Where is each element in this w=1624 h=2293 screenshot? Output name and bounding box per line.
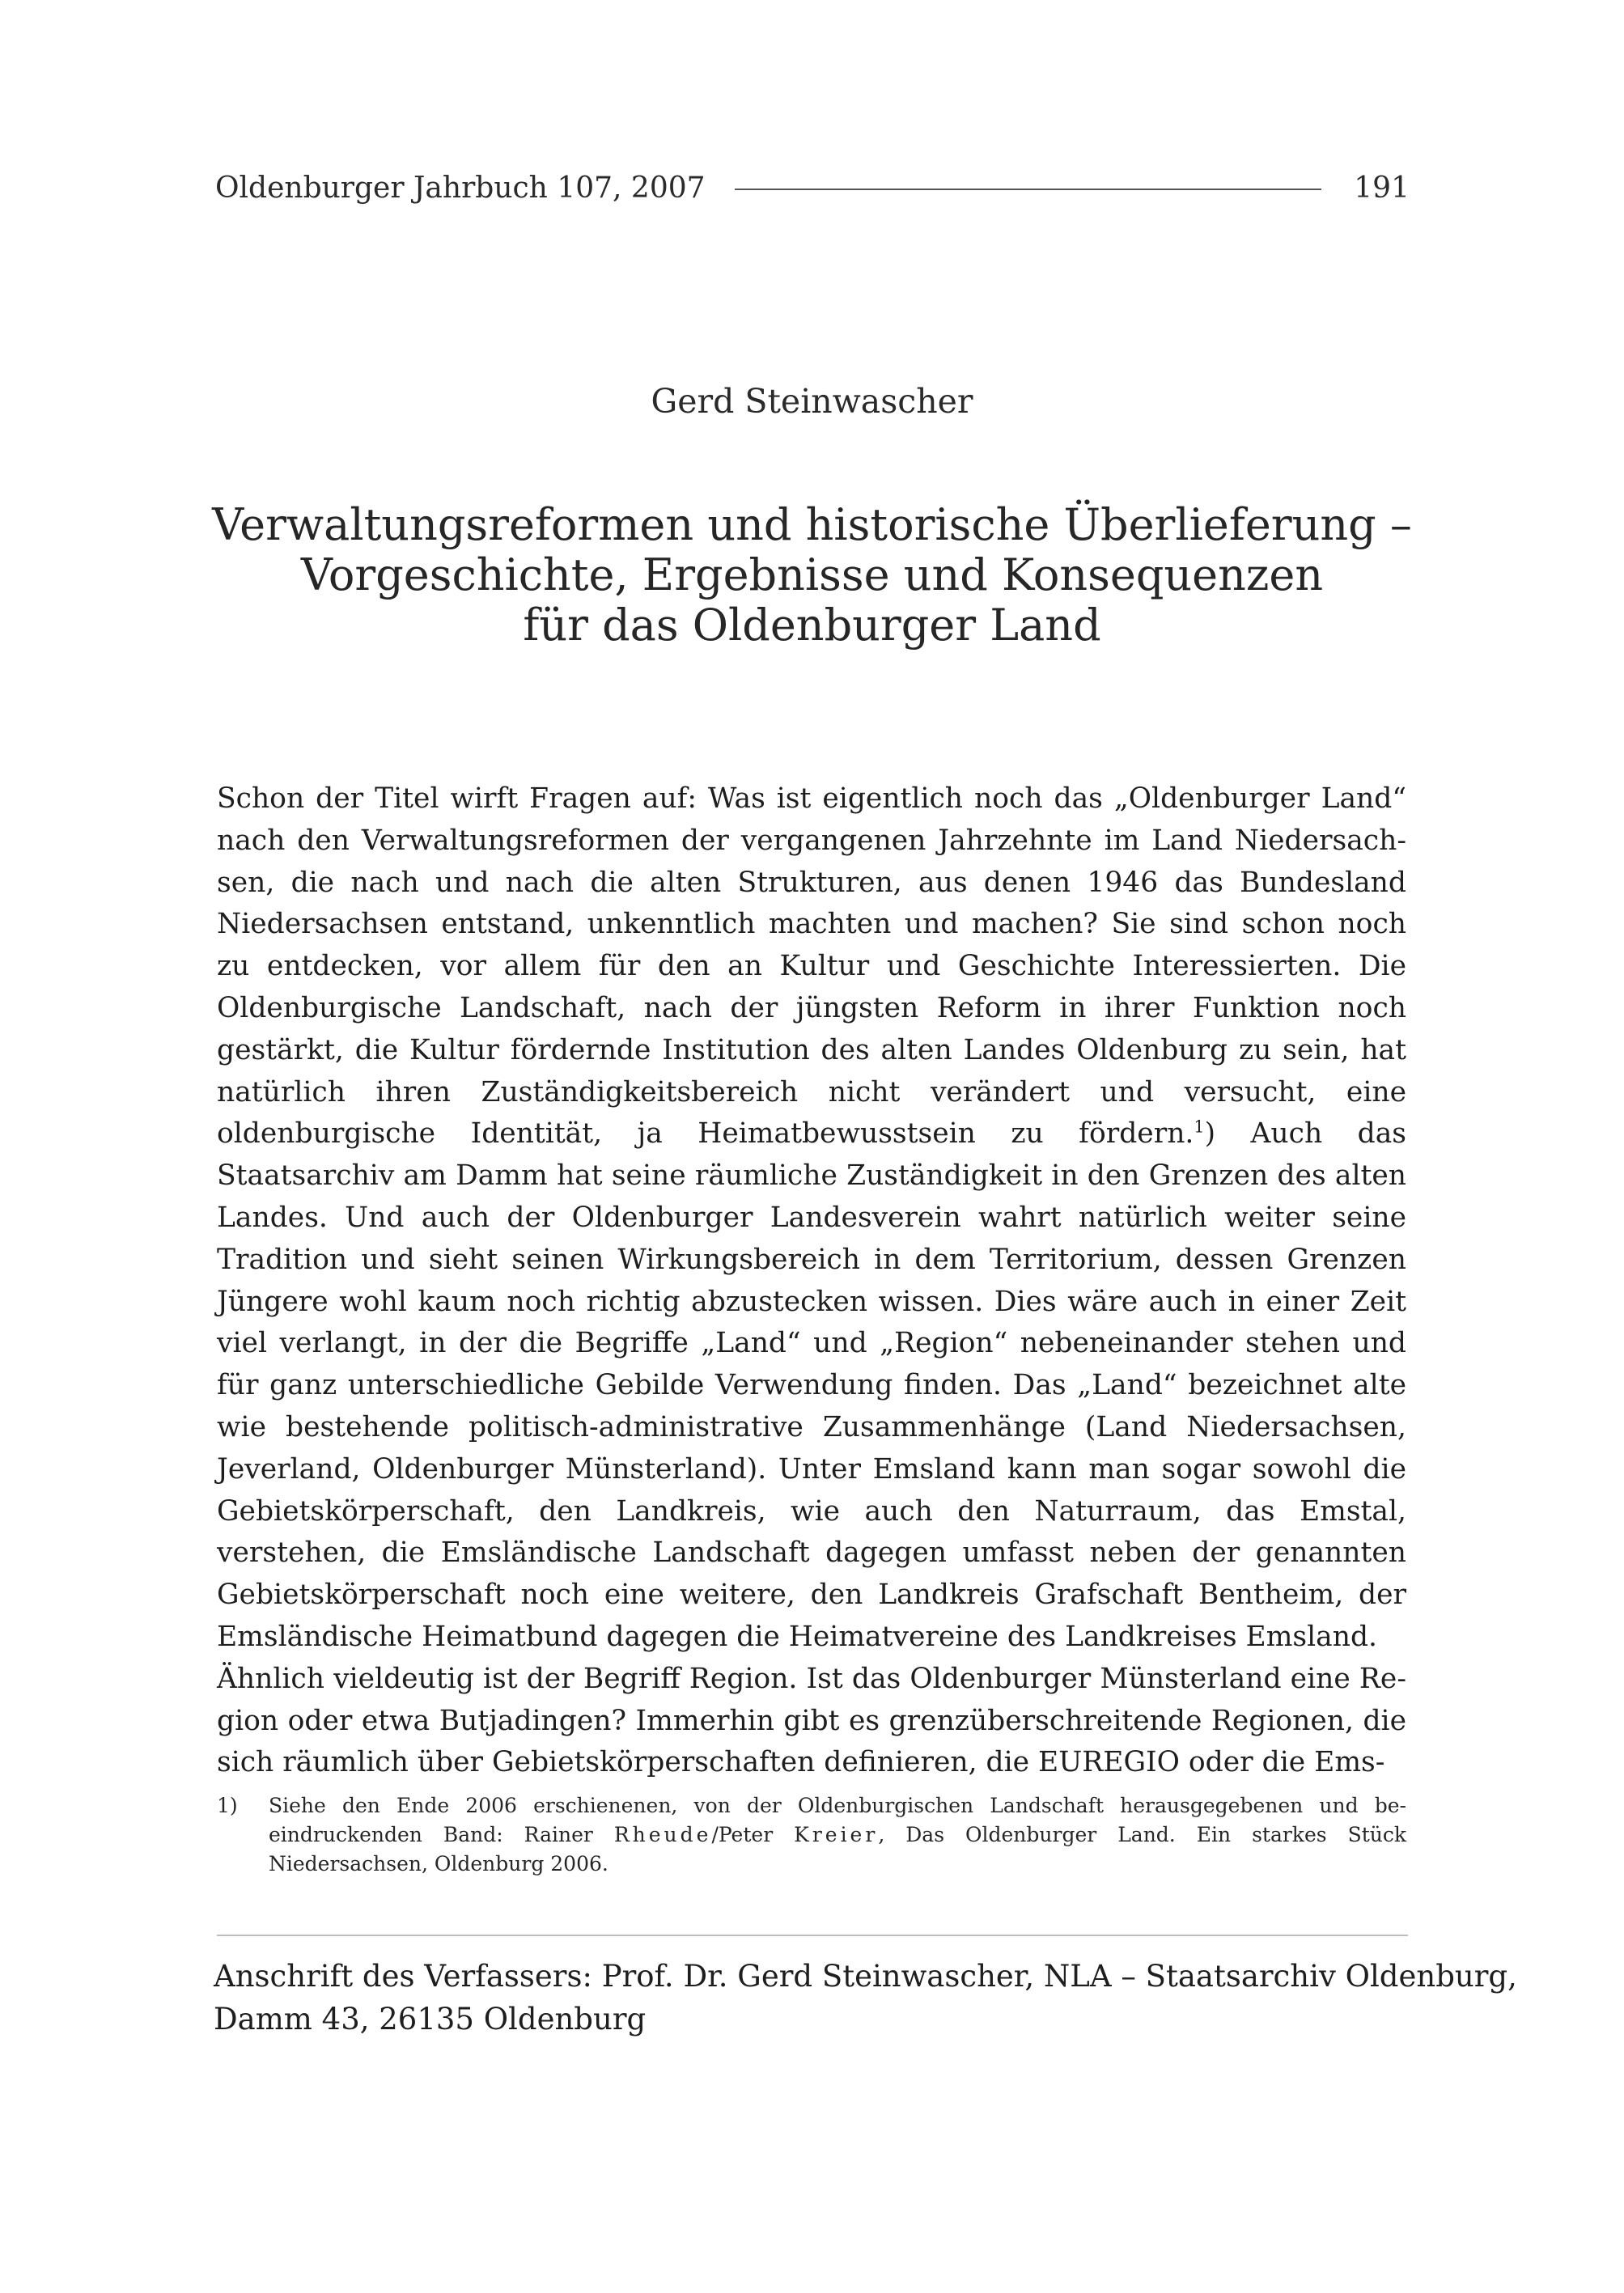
footnote-author-1: Rheude <box>613 1823 712 1846</box>
author-address <box>214 1955 1517 2041</box>
paragraph-1 <box>217 778 1406 1659</box>
footnote-slash: /Peter <box>711 1823 795 1846</box>
page-number: 191 <box>1354 171 1410 205</box>
footnote-text-part-2: , Das Oldenburger Land. Ein starkes Stück Niedersachsen, Oldenburg 2006. <box>269 1823 1406 1876</box>
running-head <box>215 167 1410 209</box>
journal-title: Oldenburger Jahrbuch 107, 2007 <box>215 171 706 205</box>
header-rule <box>735 189 1322 190</box>
paragraph-1-part-1: Schon der Titel wirft Fragen auf: Was ist eigentlich noch das „Oldenburger Land“ nach den Verwaltungsreformen der vergangenen Jahrzehnte im Land Niedersachsen, die nach und nach die alten Strukturen, aus denen 1946 das Bundesland Niedersachsen entstand, unkenntlich machten und machen? Sie sind schon noch zu entdecken, vor allem für den an Kultur und Geschichte Interessierten. Die Oldenburgische Landschaft, nach der jüngsten Reform in ihrer Funktion noch gestärkt, die Kultur fördernde Institution des alten Landes Oldenburg zu sein, hat natürlich ihren Zuständigkeitsbereich nicht verändert und versucht, eine oldenburgische Identität, ja Heimatbewusstsein zu fördern. <box>217 782 1406 1151</box>
body-text <box>217 778 1406 1784</box>
address-line-2: Damm 43, 26135 Oldenburg <box>214 2002 647 2037</box>
footnote-author-2: Kreier <box>794 1823 879 1846</box>
footnote-text <box>269 1791 1406 1879</box>
address-divider <box>217 1935 1408 1936</box>
title-line-1: Verwaltungsreformen und historische Überlieferung – <box>212 499 1412 550</box>
author-name: Gerd Steinwascher <box>651 382 973 421</box>
footnote <box>217 1791 1406 1879</box>
article-title <box>146 500 1478 651</box>
paragraph-1-part-2: ) Auch das Staatsarchiv am Damm hat seine räumliche Zuständigkeit in den Grenzen des alten Landes. Und auch der Oldenburger Landesverein wahrt natürlich weiter seine Tradition und sieht seinen Wirkungsbereich in dem Territorium, dessen Grenzen Jüngere wohl kaum noch richtig abzustecken wissen. Dies wäre auch in einer Zeit viel verlangt, in der die Begriffe „Land“ und „Region“ nebeneinander stehen und für ganz unterschiedliche Gebilde Verwendung finden. Das „Land“ bezeichnet alte wie bestehende politisch-administrative Zusammenhänge (Land Niedersachsen, Jeverland, Oldenburger Münsterland). Unter Emsland kann man sogar sowohl die Gebietskörperschaft, den Landkreis, wie auch den Naturraum, das Emstal, verstehen, die Emsländische Landschaft dagegen umfasst neben der genannten Gebietskörperschaft noch eine weitere, den Landkreis Grafschaft Bentheim, der Emsländische Heimatbund dagegen die Heimatvereine des Landkreises Emsland. <box>217 1117 1407 1653</box>
address-line-1: Anschrift des Verfassers: Prof. Dr. Gerd Steinwascher, NLA – Staatsarchiv Oldenburg, <box>214 1959 1517 1994</box>
footnote-text-part-1: Siehe den Ende 2006 erschienenen, von der Oldenburgischen Landschaft herausgegebenen und beeindruckenden Band: Rainer <box>269 1794 1406 1846</box>
footnote-number: 1) <box>217 1794 238 1817</box>
title-line-2: Vorgeschichte, Ergebnisse und Konsequenzen <box>300 549 1324 600</box>
title-line-3: für das Oldenburger Land <box>523 600 1101 651</box>
paragraph-2: Ähnlich vieldeutig ist der Begriff Region. Ist das Oldenburger Münsterland eine Region oder etwa Butjadingen? Immerhin gibt es grenzüberschreitende Regionen, die sich räumlich über Gebietskörperschaften definieren, die EUREGIO oder die Ems- <box>217 1662 1406 1779</box>
footnote-reference: 1 <box>1194 1117 1205 1137</box>
